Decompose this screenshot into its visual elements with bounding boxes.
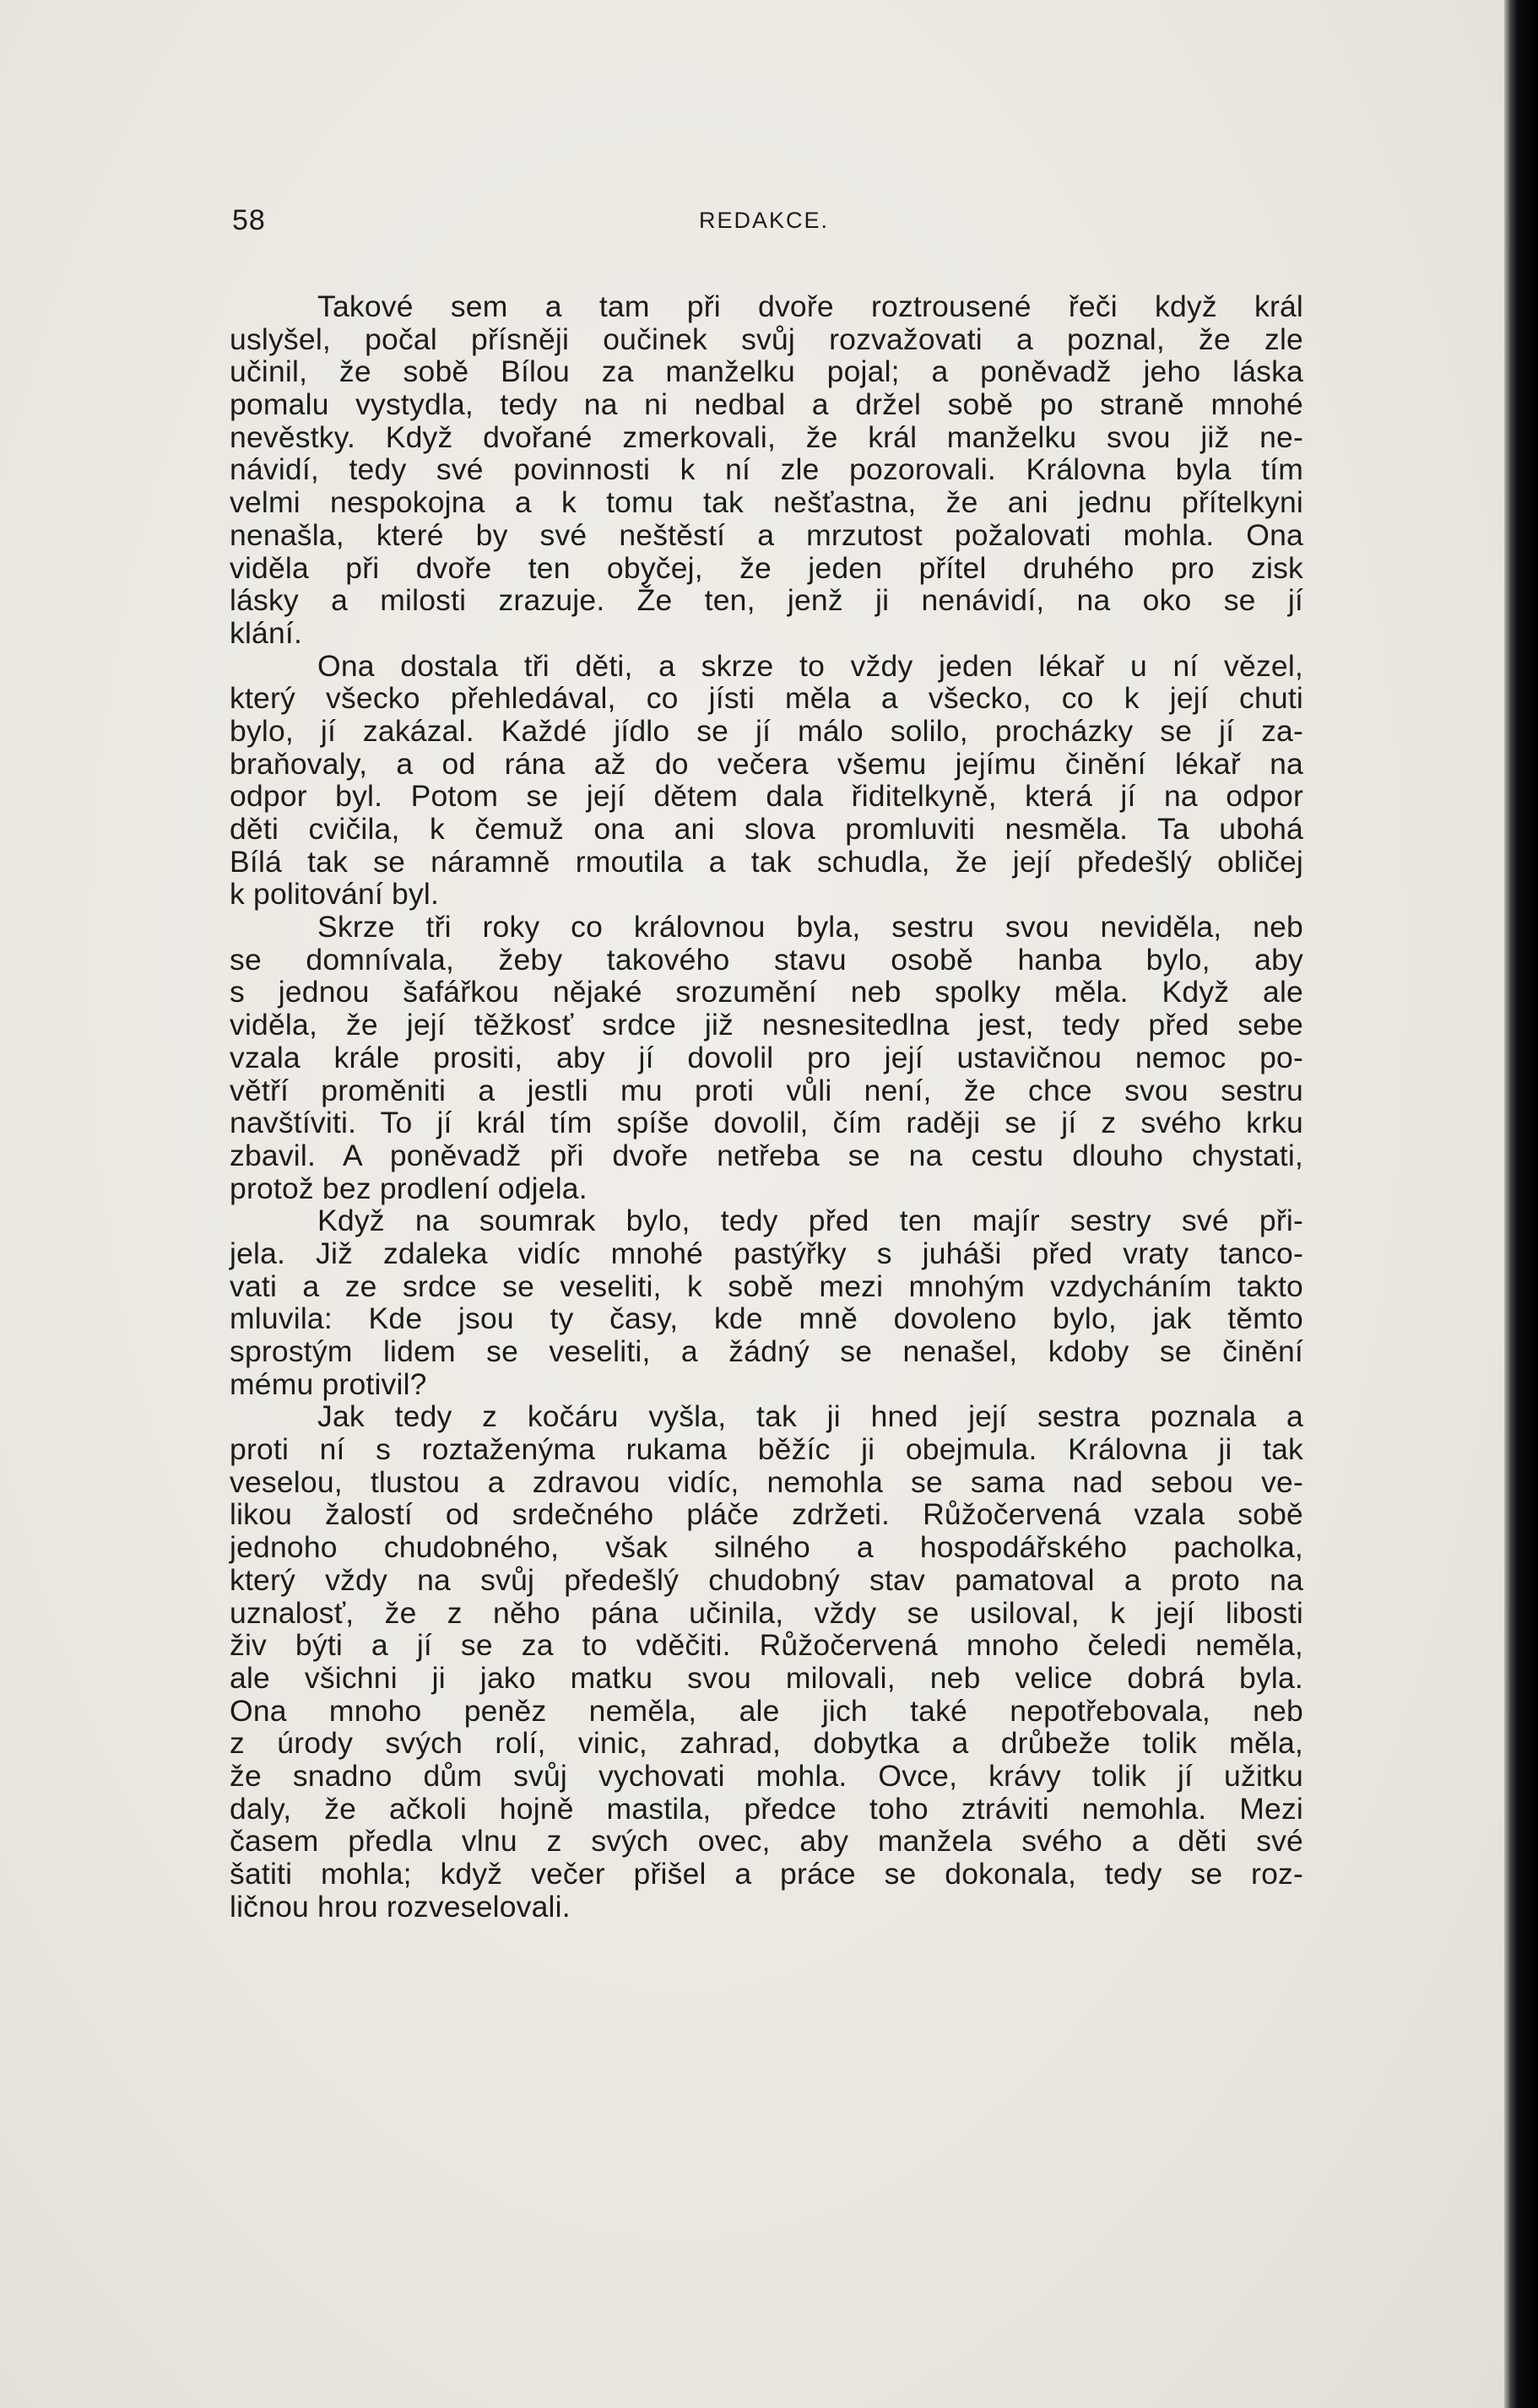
text-line: pomalu vystydla, tedy na ni nedbal a držel sobě po straně mnohé — [230, 387, 1303, 422]
text-line: protož bez prodlení odjela. — [230, 1171, 588, 1205]
text-line: zbavil. A poněvadž při dvoře netřeba se na cestu dlouho chystati, — [230, 1138, 1303, 1172]
text-line: který vždy na svůj předešlý chudobný stav pamatoval a proto na — [230, 1562, 1303, 1597]
paragraph — [230, 1400, 1303, 1923]
running-head-title: REDAKCE. — [698, 208, 830, 233]
text-line: který všecko přehledával, co jísti měla a všecko, co k její chuti — [230, 681, 1303, 716]
text-line: se domnívala, žeby takového stavu osobě hanba bylo, aby — [230, 942, 1303, 977]
text-line: uslyšel, počal přísněji oučinek svůj rozvažovati a poznal, že zle — [230, 322, 1303, 356]
text-line: k politování byl. — [230, 877, 440, 912]
text-line: Když na soumrak bylo, tedy před ten majír sestry své při- — [317, 1204, 1303, 1238]
paragraph — [230, 1204, 1303, 1400]
text-line: Jak tedy z kočáru vyšla, tak ji hned její sestra poznala a — [317, 1399, 1303, 1434]
text-line: ličnou hrou rozveselovali. — [230, 1889, 571, 1924]
text-line: Ona mnoho peněz neměla, ale jich také nepotřebovala, neb — [230, 1693, 1303, 1728]
text-line: viděla, že její těžkosť srdce již nesnesitedlna jest, tedy před sebe — [230, 1008, 1303, 1042]
text-line: šatiti mohla; když večer přišel a práce se dokonala, tedy se roz- — [230, 1857, 1303, 1891]
text-line: viděla při dvoře ten obyčej, že jeden přítel druhého pro zisk — [230, 550, 1303, 585]
text-line: Skrze tři roky co královnou byla, sestru svou neviděla, neb — [317, 910, 1303, 944]
text-line: daly, že ačkoli hojně mastila, předce toho ztráviti nemohla. Mezi — [230, 1791, 1303, 1826]
scan-edge-border — [1504, 0, 1538, 2408]
text-line: Takové sem a tam při dvoře roztrousené řeči když král — [317, 290, 1303, 323]
text-line: vzala krále prositi, aby jí dovolil pro její ustavičnou nemoc po- — [230, 1040, 1303, 1074]
text-line: mému protivil? — [230, 1366, 427, 1401]
text-line: Ona dostala tři děti, a skrze to vždy jeden lékař u ní vězel, — [317, 648, 1303, 683]
text-line: z úrody svých rolí, vinic, zahrad, dobytka a drůbeže tolik měla, — [230, 1726, 1303, 1761]
text-line: větří proměniti a jestli mu proti vůli není, že chce svou sestru — [230, 1073, 1303, 1107]
text-line: uznalosť, že z něho pána učinila, vždy se usiloval, k její libosti — [230, 1595, 1303, 1630]
text-line: klání. — [230, 615, 303, 650]
text-line: proti ní s roztaženýma rukama běžíc ji obejmula. Královna ji tak — [230, 1432, 1303, 1467]
text-line: mluvila: Kde jsou ty časy, kde mně dovoleno bylo, jak těmto — [230, 1301, 1303, 1336]
text-line: návidí, tedy své povinnosti k ní zle pozorovali. Královna byla tím — [230, 452, 1303, 487]
text-line: jednoho chudobného, však silného a hospodářského pacholka, — [230, 1530, 1303, 1565]
text-line: že snadno dům svůj vychovati mohla. Ovce, krávy tolik jí užitku — [230, 1758, 1303, 1793]
text-line: odpor byl. Potom se její dětem dala řiditelkyně, která jí na odpor — [230, 779, 1303, 814]
text-line: veselou, tlustou a zdravou vidíc, nemohla se sama nad sebou ve- — [230, 1464, 1303, 1499]
text-line: velmi nespokojna a k tomu tak nešťastna, že ani jednu přítelkyni — [230, 485, 1303, 520]
text-line: braňovaly, a od rána až do večera všemu jejímu činění lékař na — [230, 746, 1303, 781]
text-line: likou žalostí od srdečného pláče zdržeti. Růžočervená vzala sobě — [230, 1497, 1303, 1532]
page-number: 58 — [232, 204, 266, 236]
text-line: lásky a milosti zrazuje. Že ten, jenž ji nenávidí, na oko se jí — [230, 583, 1303, 618]
text-line: bylo, jí zakázal. Každé jídlo se jí málo solilo, procházky se jí za- — [230, 713, 1303, 748]
text-line: navštíviti. To jí král tím spíše dovolil, čím raději se jí z svého krku — [230, 1106, 1303, 1140]
paragraph — [230, 911, 1303, 1204]
body-text — [230, 290, 1303, 1923]
text-line: děti cvičila, k čemuž ona ani slova promluviti nesměla. Ta ubohá — [230, 812, 1303, 846]
text-line: sprostým lidem se veseliti, a žádný se nenašel, kdoby se činění — [230, 1334, 1303, 1368]
text-line: ale všichni ji jako matku svou milovali, neb velice dobrá byla. — [230, 1660, 1303, 1695]
paragraph — [230, 290, 1303, 650]
text-line: jela. Již zdaleka vidíc mnohé pastýřky s juháši před vraty tanco- — [230, 1236, 1303, 1270]
paragraph — [230, 650, 1303, 912]
text-line: nenašla, které by své neštěstí a mrzutost požalovati mohla. Ona — [230, 517, 1303, 552]
text-line: učinil, že sobě Bílou za manželku pojal; a poněvadž jeho láska — [230, 354, 1303, 389]
running-head — [232, 204, 1296, 238]
text-line: živ býti a jí se za to vděčiti. Růžočervená mnoho čeledi neměla, — [230, 1628, 1303, 1663]
text-line: s jednou šafářkou nějaké srozumění neb spolky měla. Když ale — [230, 975, 1303, 1009]
text-line: časem předla vlnu z svých ovec, aby manžela svého a děti své — [230, 1824, 1303, 1859]
text-line: vati a ze srdce se veseliti, k sobě mezi mnohým vzdycháním takto — [230, 1269, 1303, 1303]
text-line: nevěstky. Když dvořané zmerkovali, že král manželku svou již ne- — [230, 419, 1303, 454]
text-line: Bílá tak se náramně rmoutila a tak schudla, že její předešlý obličej — [230, 844, 1303, 879]
